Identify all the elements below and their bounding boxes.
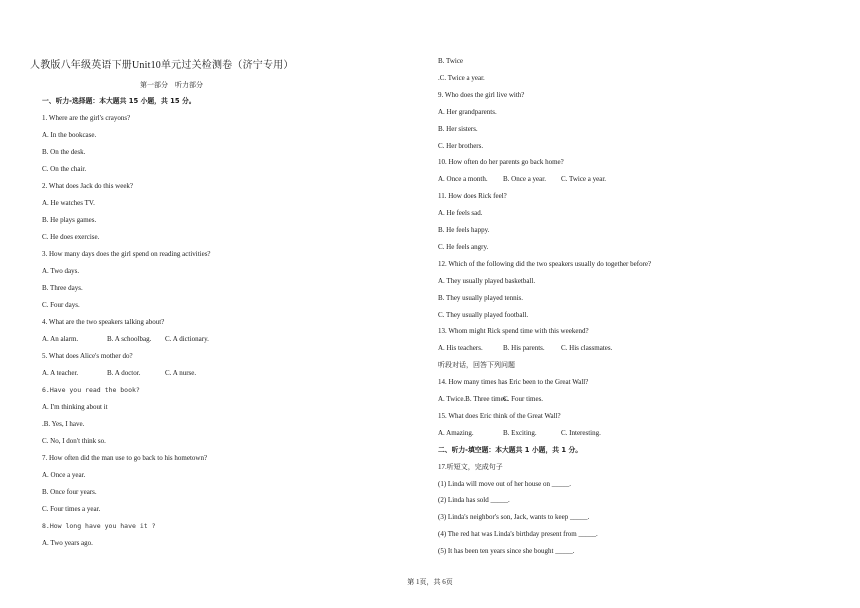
question-line: 11. How does Rick feel? [438,192,507,201]
question-text: 8.How long have you have it ? [42,522,156,530]
question-line: (5) It has been ten years since she bought _____. [438,547,575,556]
question-line: (3) Linda's neighbor's son, Jack, wants to keep _____. [438,513,590,522]
option-text: B. Once a year. [503,175,546,184]
question-line: 14. How many times has Eric been to the Great Wall? [438,378,589,387]
option-text: A. Amazing. [438,428,474,437]
question-line: 2. What does Jack do this week? [42,182,134,190]
option-text: C. Twice a year. [561,175,607,184]
question-line: A. He feels sad. [438,209,483,218]
question-line: B. Three days. [42,284,83,292]
question-line: 13. Whom might Rick spend time with this weekend? [438,327,589,336]
option-text: B. Exciting. [503,428,537,437]
option-text: B. A doctor. [107,369,141,377]
option-text: A. His teachers. [438,344,483,353]
question-line: A. He watches TV. [42,199,95,207]
question-line: 4. What are the two speakers talking about? [42,318,165,326]
question-line: (1) Linda will move out of her house on _____. [438,479,571,488]
question-line: A. I'm thinking about it [42,403,108,411]
option-text: A. Twice.B. Three times. [438,395,509,403]
question-line: B. He feels happy. [438,226,490,234]
option-text: C. A dictionary. [165,335,209,343]
option-text: B. His parents. [503,344,545,353]
question-line: 12. Which of the following did the two speakers usually do together before? [438,259,652,268]
question-line: 17.听短文，完成句子 [438,462,503,471]
question-line: 听段对话，回答下列问题 [438,361,515,370]
question-line: B. They usually played tennis. [438,293,524,302]
question-line: (2) Linda has sold _____. [438,496,510,505]
options-line [42,369,235,378]
question-line: .C. Twice a year. [438,73,485,82]
question-line: 3. How many days does the girl spend on reading activities? [42,250,211,258]
question-line: C. Four days. [42,301,80,309]
page-subtitle: 第一部分 听力部分 [140,81,203,89]
question-line: B. Her sisters. [438,124,478,133]
question-line: B. Twice [438,57,464,65]
question-line: 7. How often did the man use to go back to his hometown? [42,454,208,462]
question-line: C. He feels angry. [438,242,489,251]
question-line: A. Her grandparents. [438,107,497,116]
option-text: A. An alarm. [42,335,79,343]
options-line [438,344,631,353]
option-text: A. Once a month. [438,175,488,184]
question-line: A. In the bookcase. [42,131,97,139]
page-title: 人教版八年级英语下册Unit10单元过关检测卷（济宁专用） [30,60,294,71]
question-line: B. On the desk. [42,148,86,156]
question-line: 5. What does Alice's mother do? [42,352,133,360]
question-line: 9. Who does the girl live with? [438,90,525,99]
option-text: C. His classmates. [561,344,613,353]
question-line: 1. Where are the girl's crayons? [42,114,131,122]
question-line: (4) The red hat was Linda's birthday present from _____. [438,530,598,539]
question-line: 10. How often do her parents go back home? [438,158,564,167]
option-text: C. Four times. [503,395,544,403]
question-line: A. Once a year. [42,471,86,479]
options-line [438,429,631,438]
question-line: C. Her brothers. [438,141,484,150]
options-line [438,175,631,184]
question-line: .B. Yes, I have. [42,420,85,428]
question-line: B. Once four years. [42,488,97,496]
section-heading: 二、听力-填空题：本大题共 1 小题，共 1 分。 [438,445,583,454]
question-line: B. He plays games. [42,216,97,224]
option-text: C. A nurse. [165,369,197,377]
question-line: C. They usually played football. [438,310,529,319]
option-text: C. Interesting. [561,428,601,437]
question-line: C. Four times a year. [42,505,101,513]
page-footer: 第 1页，共 6页 [407,578,453,586]
option-text: B. A schoolbag. [107,335,152,343]
question-line: A. Two years ago. [42,539,93,547]
question-line: A. Two days. [42,267,80,275]
options-line [42,335,235,344]
question-line: A. They usually played basketball. [438,276,536,285]
options-line [438,395,561,404]
question-line: C. No, I don't think so. [42,437,106,445]
question-text: 6.Have you read the book? [42,386,140,394]
question-line: C. He does exercise. [42,233,100,241]
question-line: 15. What does Eric think of the Great Wall? [438,411,561,420]
section-heading: 一、听力-选择题：本大题共 15 小题，共 15 分。 [42,97,196,105]
question-line: C. On the chair. [42,165,87,173]
option-text: A. A teacher. [42,369,79,377]
